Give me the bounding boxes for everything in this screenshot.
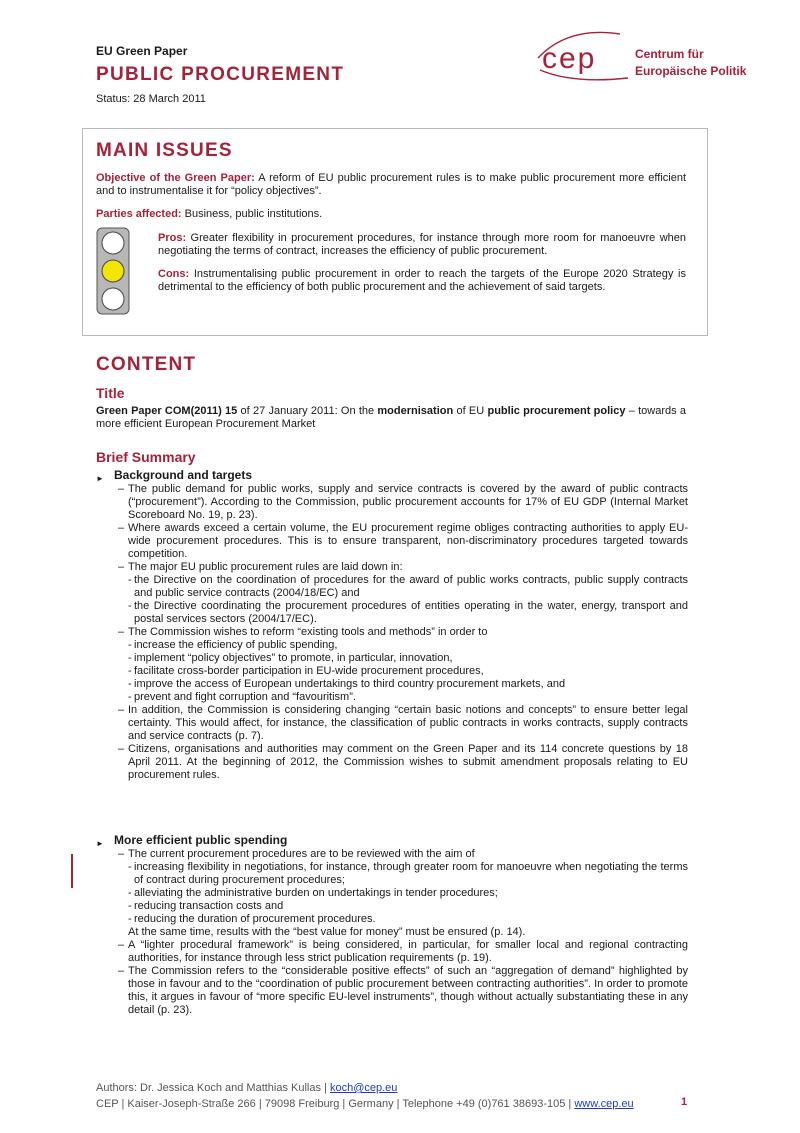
objective-paragraph — [96, 172, 686, 198]
logo-word: cep — [542, 42, 597, 75]
item-text: A “lighter procedural framework” is being considered, in particular, for smaller local and regional contracting authorities, for instance through less strict publication requirements (p. 19). — [128, 939, 688, 964]
sub-list-item: - facilitate cross-border participation in EU-wide procurement procedures, — [128, 665, 484, 677]
sub-item-text: increase the efficiency of public spending, — [134, 639, 338, 651]
traffic-light-icon — [96, 227, 130, 315]
main-issues-heading: MAIN ISSUES — [96, 140, 233, 161]
sub-item-text: the Directive coordinating the procurement procedures of entities operating in the water, energy, transport and postal services sectors (2004/17/EC). — [134, 600, 688, 625]
traffic-light-top — [102, 232, 124, 254]
cons-text: Instrumentalising public procurement in order to reach the targets of the Europe 2020 Strategy is detrimental to the efficiency of both public procurement and the achievement of said targets. — [158, 268, 686, 293]
sub-item-text: increasing flexibility in negotiations, for instance, through greater room for manoeuvre when negotiating the terms of contract during procurement procedures; — [134, 861, 688, 886]
item-text: Citizens, organisations and authorities may comment on the Green Paper and its 114 concrete questions by 18 April 2011. At the beginning of 2012, the Commission wishes to submit amendment proposals relating to EU procurement rules. — [128, 743, 688, 781]
page-footer — [96, 1080, 692, 1112]
footer-address-line — [96, 1096, 692, 1112]
footer-address: CEP | Kaiser-Joseph-Straße 266 | 79098 Freiburg | Germany | Telephone +49 (0)761 38693-105 | — [96, 1098, 572, 1110]
title-text-3: – towards a more efficient European Procurement Market — [96, 405, 687, 430]
sub-list-item: - increase the efficiency of public spending, — [128, 639, 338, 651]
sub-list-item: - alleviating the administrative burden on undertakings in tender procedures; — [128, 887, 498, 899]
sub-list-item: - implement “policy objectives” to promote, in particular, innovation, — [128, 652, 453, 664]
website-link[interactable]: www.cep.eu — [574, 1098, 634, 1110]
triangle-bullet-icon: ► — [96, 474, 104, 483]
traffic-light-bottom — [102, 288, 124, 310]
title-text-1: of 27 January 2011: On the — [237, 405, 378, 417]
sub-list-item: - increasing flexibility in negotiations, for instance, through greater room for manoeuvre when negotiating the terms of contract during procurement procedures; — [128, 861, 688, 886]
section-title: More efficient public spending — [114, 833, 288, 847]
objective-text: A reform of EU public procurement rules is to make public procurement more efficient and to instrumentalise it for “policy objectives”. — [96, 172, 687, 197]
sub-list-item: - improve the access of European undertakings to third country procurement markets, and — [128, 678, 566, 690]
content-heading: CONTENT — [96, 354, 197, 375]
list-note: At the same time, results with the “best value for money” must be ensured (p. 14). — [128, 926, 526, 938]
list-item: – The Commission wishes to reform “existing tools and methods” in order to — [118, 626, 488, 638]
sub-item-text: reducing the duration of procurement procedures. — [134, 913, 376, 925]
cons-label: Cons: — [158, 268, 190, 280]
list-item: – The major EU public procurement rules are laid down in: — [118, 561, 403, 573]
sub-item-text: facilitate cross-border participation in EU-wide procurement procedures, — [134, 665, 484, 677]
logo-name-line2: Europäische Politik — [635, 64, 747, 78]
title-bold-1: Green Paper COM(2011) 15 — [96, 405, 238, 417]
sub-item-text: prevent and fight corruption and “favouritism”. — [134, 691, 356, 703]
item-text: Where awards exceed a certain volume, the EU procurement regime obliges contracting authorities to apply EU-wide procurement procedures. This is to ensure transparent, non-discriminatory procedures targeted towards competition. — [128, 522, 688, 560]
title-text-2: of EU — [453, 405, 488, 417]
list-item: – The current procurement procedures are to be reviewed with the aim of — [118, 848, 475, 860]
list-item: – In addition, the Commission is considering changing “certain basic notions and concepts” to ensure better legal certainty. This would affect, for instance, the classification of public contracts in works contracts, supply contracts and service contracts (p. 7). — [118, 704, 688, 742]
section-title: Background and targets — [114, 468, 253, 482]
list-item: – Where awards exceed a certain volume, the EU procurement regime obliges contracting authorities to apply EU-wide procurement procedures. This is to ensure transparent, non-discriminatory procedures targeted towards competition. — [118, 522, 688, 560]
item-text: The current procurement procedures are to be reviewed with the aim of — [128, 848, 475, 860]
objective-label: Objective of the Green Paper: — [96, 172, 255, 184]
list-item: – Citizens, organisations and authorities may comment on the Green Paper and its 114 concrete questions by 18 April 2011. At the beginning of 2012, the Commission wishes to submit amendment proposals relating to EU procurement rules. — [118, 743, 688, 781]
list-item: – The public demand for public works, supply and service contracts is covered by the award of public contracts (“procurement”). According to the Commission, public procurement accounts for 17% of EU GDP (Internal Market Scoreboard No. 19, p. 23). — [118, 483, 688, 521]
document-title: PUBLIC PROCUREMENT — [96, 64, 345, 85]
logo-organisation-name — [635, 46, 746, 80]
item-text: The Commission refers to the “considerable positive effects” of such an “aggregation of demand” highlighted by those in favour and to the “coordination of public procurement between contracting authorities”. In order to promote this, it argues in favour of “more specific EU-level instruments”, though without actually substantiating these in any detail (p. 23). — [128, 965, 688, 1016]
item-text: The public demand for public works, supply and service contracts is covered by the award of public contracts (“procurement”). According to the Commission, public procurement accounts for 17% of EU GDP (Internal Market Scoreboard No. 19, p. 23). — [128, 483, 688, 521]
title-bold-3: public procurement policy — [487, 405, 626, 417]
margin-marker — [71, 854, 73, 888]
logo-name-line1: Centrum für — [635, 47, 704, 61]
sub-item-text: implement “policy objectives” to promote, in particular, innovation, — [134, 652, 453, 664]
sub-list-item: - reducing transaction costs and — [128, 900, 284, 912]
document-kicker: EU Green Paper — [96, 44, 188, 58]
author-email-link[interactable]: koch@cep.eu — [329, 1082, 398, 1094]
title-bold-2: modernisation — [377, 405, 454, 417]
pros-paragraph — [158, 232, 686, 258]
sub-list-item: - reducing the duration of procurement procedures. — [128, 913, 376, 925]
triangle-bullet-icon: ► — [96, 839, 104, 848]
sub-item-text: alleviating the administrative burden on undertakings in tender procedures; — [134, 887, 498, 899]
sub-item-text: reducing transaction costs and — [134, 900, 284, 912]
sub-item-text: improve the access of European undertakings to third country procurement markets, and — [134, 678, 566, 690]
item-text: In addition, the Commission is considering changing “certain basic notions and concepts” to ensure better legal certainty. This would affect, for instance, the classification of public contracts in works contracts, supply contracts and service contracts (p. 7). — [128, 704, 688, 742]
traffic-light-middle — [102, 260, 124, 282]
sub-list-item: - the Directive on the coordination of procedures for the award of public works contracts, public supply contracts and public service contracts (2004/18/EC) and — [128, 574, 688, 599]
footer-authors: Authors: Dr. Jessica Koch and Matthias Kullas | — [96, 1082, 327, 1094]
list-item: – A “lighter procedural framework” is being considered, in particular, for smaller local and regional contracting authorities, for instance through less strict publication requirements (p. 19). — [118, 939, 688, 964]
section-heading — [96, 834, 688, 848]
sub-list-item: - the Directive coordinating the procurement procedures of entities operating in the water, energy, transport and postal services sectors (2004/17/EC). — [128, 600, 688, 625]
sub-list-item: - prevent and fight corruption and “favouritism”. — [128, 691, 356, 703]
sub-item-text: the Directive on the coordination of procedures for the award of public works contracts, public supply contracts and public service contracts (2004/18/EC) and — [134, 574, 688, 599]
section-heading — [96, 469, 688, 483]
section-efficient-spending — [96, 834, 688, 1017]
item-text: The Commission wishes to reform “existing tools and methods” in order to — [128, 626, 488, 638]
title-subheading: Title — [96, 385, 125, 401]
title-paragraph — [96, 405, 686, 431]
item-text: The major EU public procurement rules are laid down in: — [128, 561, 403, 573]
section-background-targets — [96, 469, 688, 782]
pros-label: Pros: — [158, 232, 187, 244]
brief-summary-subheading: Brief Summary — [96, 449, 196, 465]
parties-label: Parties affected: — [96, 208, 182, 220]
list-item: – The Commission refers to the “considerable positive effects” of such an “aggregation of demand” highlighted by those in favour and to the “coordination of public procurement between contracting authorities”. In order to promote this, it argues in favour of “more specific EU-level instruments”, though without actually substantiating these in any detail (p. 23). — [118, 965, 688, 1016]
footer-authors-line — [96, 1080, 692, 1096]
document-status: Status: 28 March 2011 — [96, 93, 206, 105]
parties-text: Business, public institutions. — [181, 208, 323, 220]
pros-text: Greater flexibility in procurement procedures, for instance through more room for manoeuvre when negotiating the terms of contract, increases the efficiency of public procurement. — [158, 232, 686, 257]
page-number: 1 — [681, 1096, 688, 1108]
cons-paragraph — [158, 268, 686, 294]
parties-paragraph — [96, 208, 686, 221]
